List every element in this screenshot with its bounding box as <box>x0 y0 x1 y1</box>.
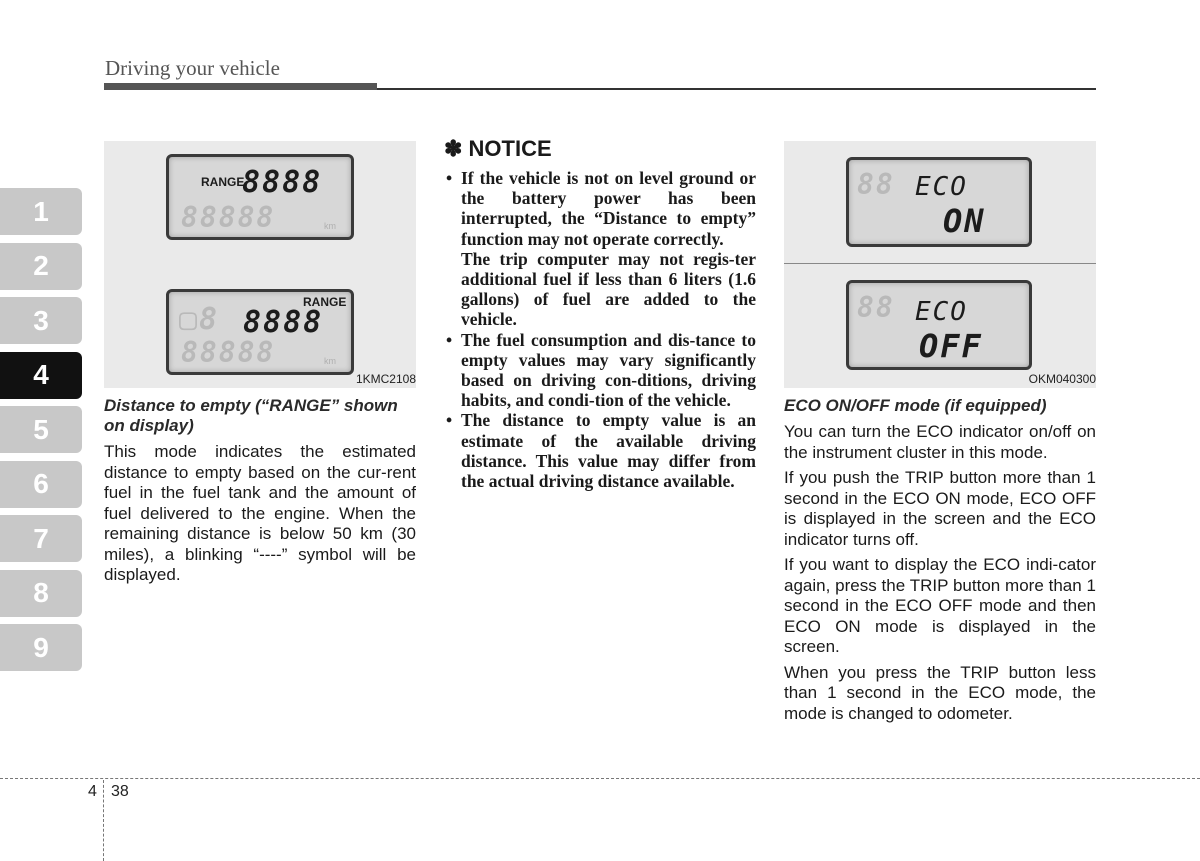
figure-code: 1KMC2108 <box>355 372 416 386</box>
range-description: This mode indicates the estimated distance to empty based on the cur-rent fuel in the fuel tank and the amount of fuel delivered to the engine. When the remaining distance is below 50 km (30 miles), a blinking “----” symbol will be displayed. <box>104 442 416 584</box>
range-digits: 8888 <box>242 165 323 200</box>
range-display-figure <box>104 141 416 388</box>
odometer-faint-digits-bottom: 88888 <box>181 336 276 369</box>
range-label-bottom: RANGE <box>303 295 347 309</box>
eco-display-figure <box>784 141 1096 388</box>
odometer-faint-digits: 88888 <box>181 201 276 234</box>
eco-on-text: ON <box>943 202 986 240</box>
notice-item <box>444 168 756 330</box>
unit-km: km <box>324 221 336 231</box>
page-chapter-number: 4 <box>88 783 97 800</box>
chapter-tab-4[interactable]: 4 <box>0 352 82 399</box>
eco-paragraph: If you push the TRIP button more than 1 second in the ECO ON mode, ECO OFF is displayed in the screen and the ECO indicator turns off. <box>784 468 1096 549</box>
eco-off-text: OFF <box>919 327 983 365</box>
chapter-tab-8[interactable]: 8 <box>0 570 82 617</box>
chapter-tab-2[interactable]: 2 <box>0 243 82 290</box>
range-label: RANGE <box>201 175 245 189</box>
eco-paragraph: When you press the TRIP button less than 1 second in the ECO mode, the mode is changed to odometer. <box>784 662 1096 723</box>
notice-title: ✽ NOTICE <box>444 136 552 161</box>
chapter-tab-5[interactable]: 5 <box>0 406 82 453</box>
figure-divider <box>784 263 1096 264</box>
footer-rule <box>0 778 1200 779</box>
right-column <box>784 141 1096 724</box>
notice-paragraph: • If the vehicle is not on level ground or the battery power has been interrupted, the “Distance to empty” function may not operate correctly. <box>461 168 756 249</box>
chapter-tab-1[interactable]: 1 <box>0 188 82 235</box>
faint-segment-icon: 88 <box>857 291 895 324</box>
unit-km-bottom: km <box>324 356 336 366</box>
footer-vertical-rule <box>103 780 104 861</box>
notice-paragraph: • The fuel consumption and dis-tance to empty values may vary significantly based on driving con-ditions, driving habits, and condi-tion of the vehicle. <box>461 329 756 411</box>
chapter-tab-3[interactable]: 3 <box>0 297 82 344</box>
notice-column <box>444 136 756 491</box>
eco-paragraph: You can turn the ECO indicator on/off on the instrument cluster in this mode. <box>784 422 1096 462</box>
notice-list <box>444 168 756 491</box>
page-number: 38 <box>111 783 129 800</box>
header-rule-thick <box>104 83 377 90</box>
figure-caption: Distance to empty (“RANGE” shown on display) <box>104 396 398 435</box>
chapter-tabs <box>0 188 82 679</box>
notice-item <box>444 410 756 491</box>
chapter-tab-6[interactable]: 6 <box>0 461 82 508</box>
range-lcd-bottom <box>166 289 354 375</box>
header-title: Driving your vehicle <box>105 56 280 80</box>
figure-code: OKM040300 <box>1028 372 1096 386</box>
faint-segment-icon: ▢8 <box>179 302 220 337</box>
eco-on-lcd <box>846 157 1032 247</box>
eco-label-bottom: ECO <box>915 297 968 327</box>
eco-off-lcd <box>846 280 1032 370</box>
chapter-tab-9[interactable]: 9 <box>0 624 82 671</box>
chapter-tab-7[interactable]: 7 <box>0 515 82 562</box>
faint-segment-icon: 88 <box>857 168 895 201</box>
notice-paragraph: The trip computer may not regis-ter additional fuel if less than 6 liters (1.6 gallons) of fuel are added to the vehicle. <box>461 248 756 330</box>
header-rule-thin <box>377 88 1096 90</box>
range-lcd-top <box>166 154 354 240</box>
notice-paragraph: • The distance to empty value is an estimate of the available driving distance. This value may differ from the actual driving distance available. <box>461 410 756 492</box>
eco-paragraph: If you want to display the ECO indi-cator again, press the TRIP button more than 1 second in the ECO OFF mode and then ECO ON mode is displayed in the screen. <box>784 555 1096 656</box>
eco-label: ECO <box>915 172 968 202</box>
left-column <box>104 141 416 586</box>
figure-caption: ECO ON/OFF mode (if equipped) <box>784 396 1047 415</box>
notice-item <box>444 330 756 411</box>
range-digits-bottom: 8888 <box>243 305 324 340</box>
